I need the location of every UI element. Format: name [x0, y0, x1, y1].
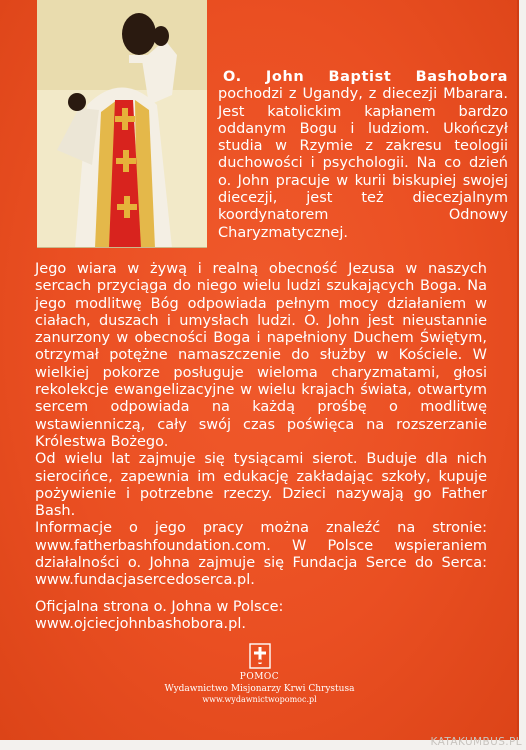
author-bio: pochodzi z Ugandy, z diecezji Mbarara. Jest katolickim kapłanem bardzo oddanym Bogu i ludziom. Ukończył studia w Rzymie z zakresu teologii duchowości i psychologii. Na co dzień o. John pracuje w kurii biskupiej swojej diecezji, jest też diecezjalnym koordynatorem Odnowy Charyzmatycznej.: [218, 86, 508, 241]
priest-portrait-image: [37, 0, 207, 248]
publisher-block: [0, 643, 519, 704]
publisher-url: www.wydawnictwopomoc.pl: [202, 695, 317, 704]
paragraph-faith: Jego wiara w żywą i realną obecność Jezusa w naszych sercach przyciąga do niego wielu ludzi szukających Boga. Na jego modlitwę Bóg odpowiada pełnym mocy działaniem w ciałach, duszach i umysłach ludzi. O. John jest nieustannie zanurzony w obecności Boga i napełniony Duchem Świętym, otrzymał potężne namaszczenie do służby w Kościele. W wielkiej pokorze posługuje wieloma charyzmatami, głosi rekolekcje ewangelizacyjne w wielu krajach świata, otwartym sercem odpowiada na każdą prośbę o modlitwę wstawienniczą, cały swój czas poświęca na rozszerzanie Królestwa Bożego.: [35, 261, 487, 450]
paragraph-info: Informacje o jego pracy można znaleźć na stronie: www.fatherbashfoundation.com. W Polsce wspieraniem działalności o. Johna zajmuje się Fundacja Serce do Serca: www.fundacjasercedoserca.pl.: [35, 520, 487, 589]
publisher-description: Wydawnictwo Misjonarzy Krwi Chrystusa: [164, 684, 355, 694]
author-photo: [37, 0, 207, 248]
paragraph-orphans: Od wielu lat zajmuje się tysiącami sierot. Buduje dla nich sierocińce, zapewnia im edukację zakładając szkoły, kupuje pożywienie i potrzebne rzeczy. Dzieci nazywają go Father Bash.: [35, 451, 487, 520]
official-site-line: Oficjalna strona o. Johna w Polsce: www.ojciecjohnbashobora.pl.: [35, 598, 284, 632]
description-text: [35, 261, 487, 633]
author-name: O. John Baptist Bashobora: [223, 69, 508, 85]
author-intro: [218, 69, 508, 242]
watermark: KATAKUMBUS.PL: [430, 736, 522, 748]
publisher-logo-icon: [249, 643, 271, 669]
publisher-name: POMOC: [239, 672, 280, 682]
